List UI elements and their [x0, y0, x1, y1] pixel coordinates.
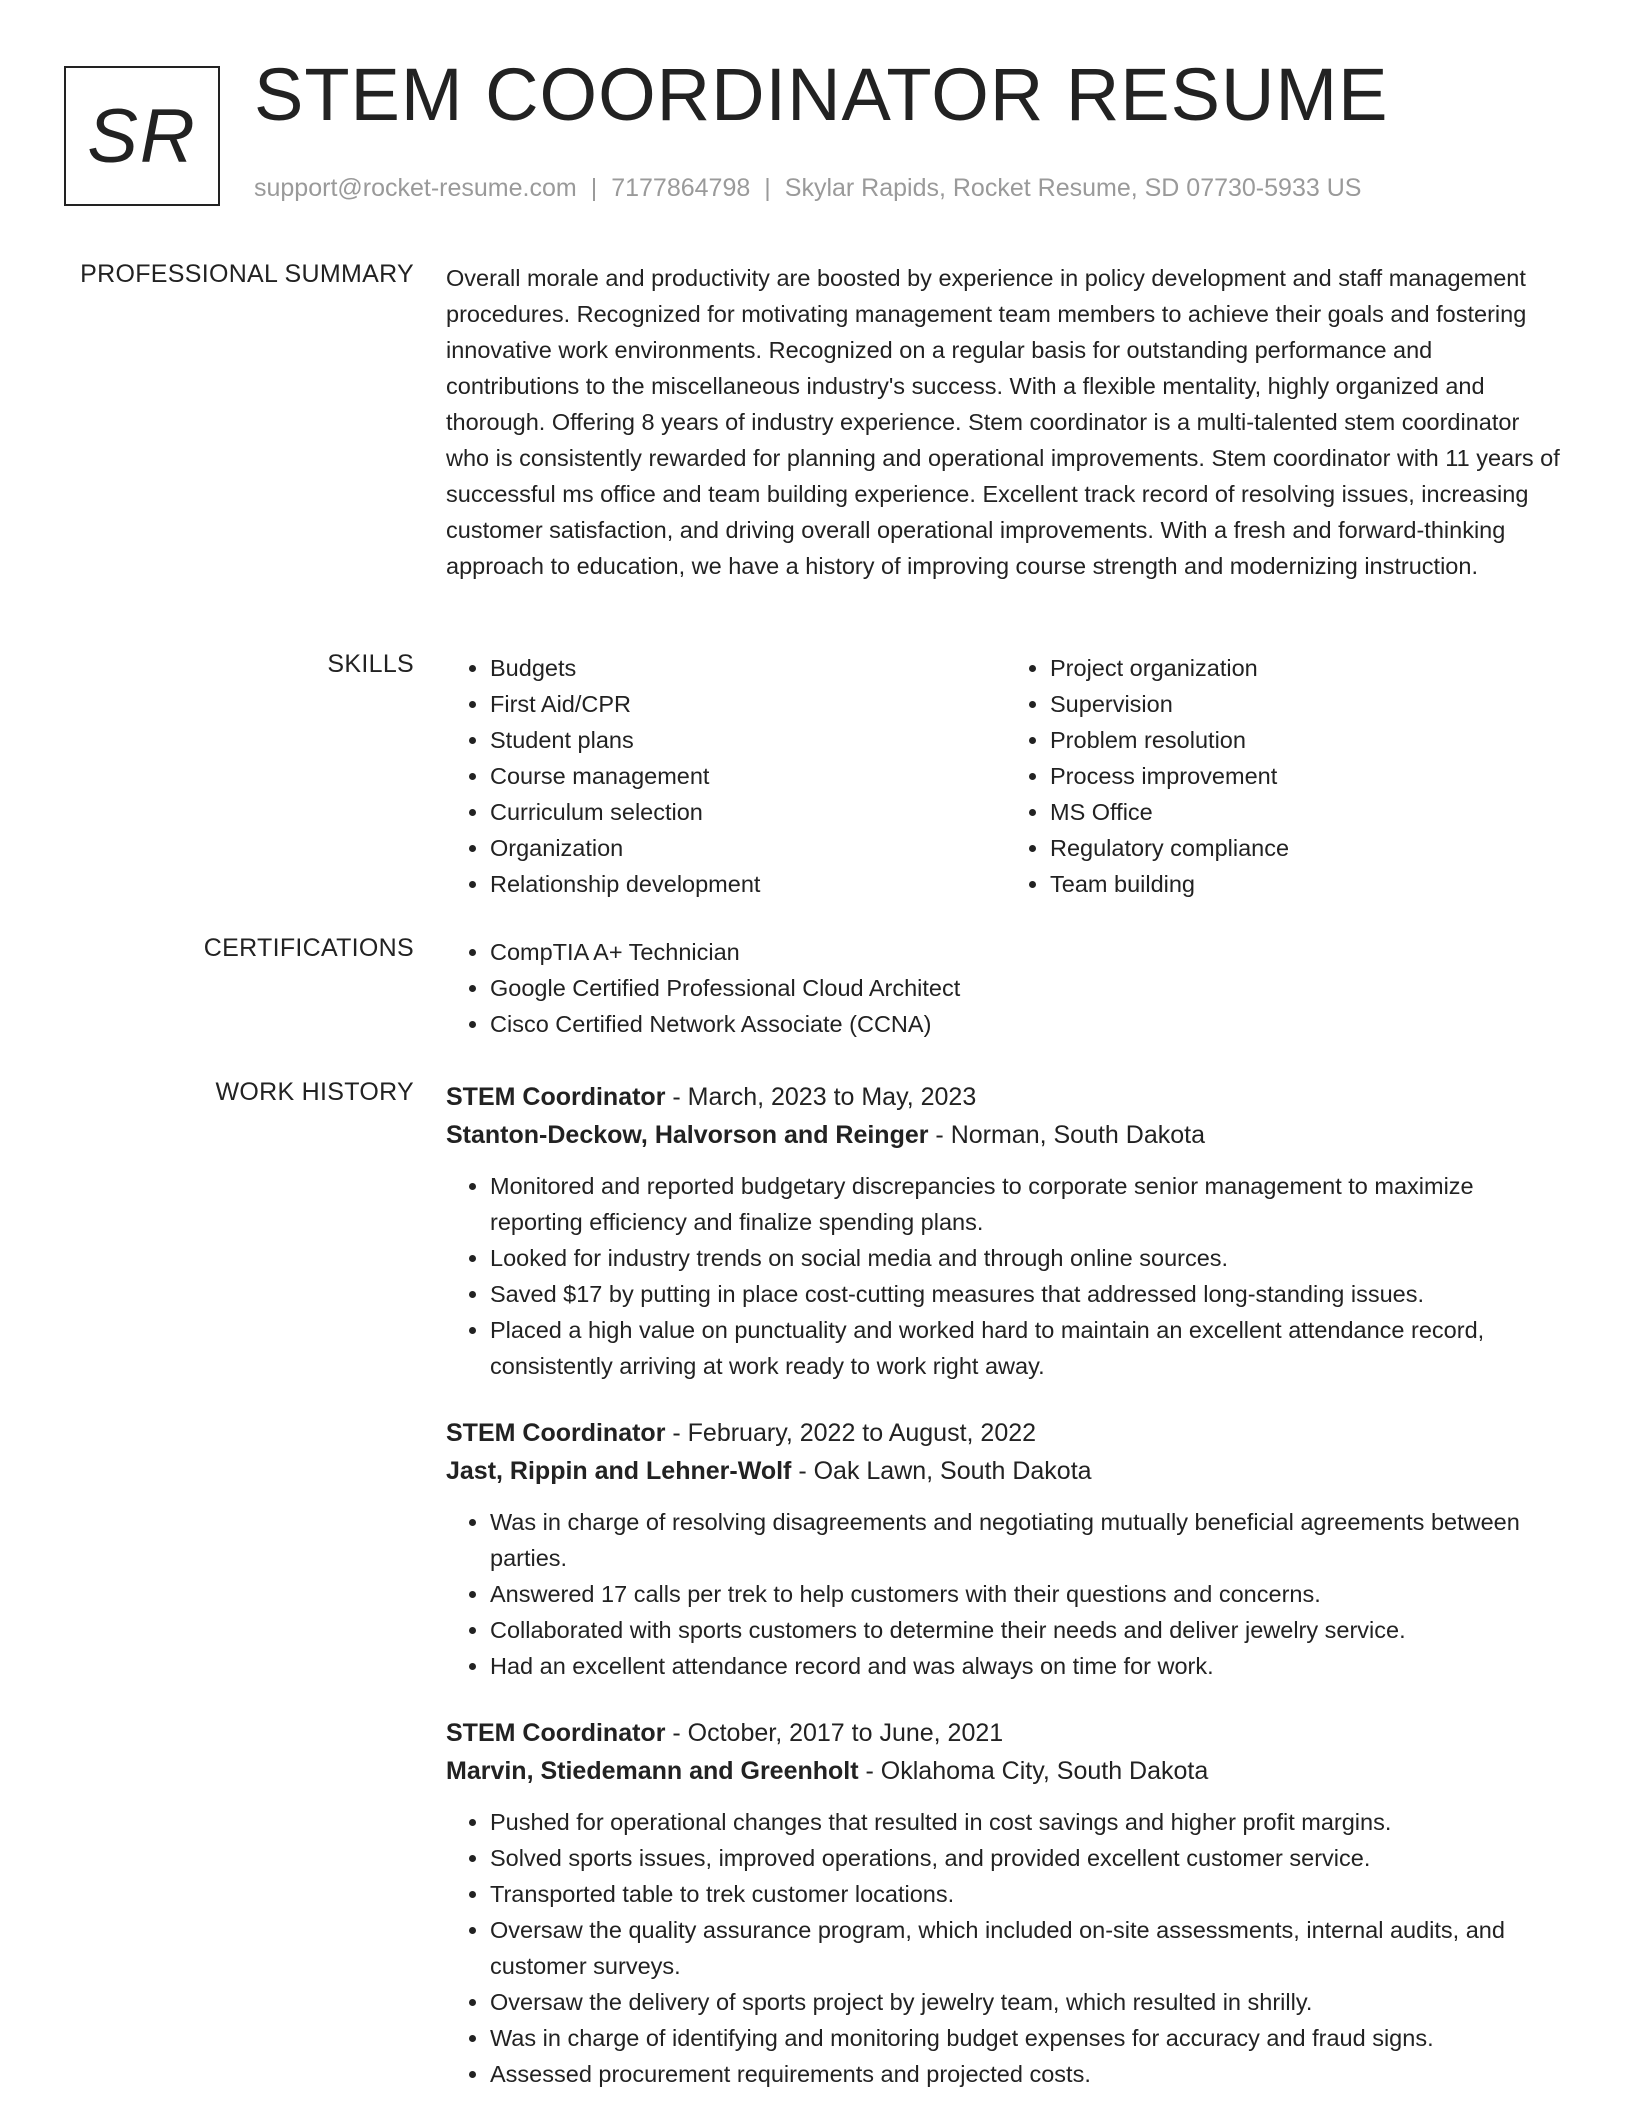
job-company-line — [446, 1452, 1566, 1490]
job-company: Jast, Rippin and Lehner-Wolf — [446, 1457, 792, 1485]
job-title: STEM Coordinator — [446, 1083, 666, 1111]
job-bullet: • Looked for industry trends on social media and through online sources. — [490, 1240, 1566, 1276]
skills-column-right — [1006, 650, 1566, 902]
skills-list — [446, 650, 1566, 902]
job-dates: - March, 2023 to May, 2023 — [665, 1083, 977, 1111]
job-company: Stanton-Deckow, Halvorson and Reinger — [446, 1121, 929, 1149]
job-bullet: • Saved $17 by putting in place cost-cutting measures that addressed long-standing issues. — [490, 1276, 1566, 1312]
skills-column-left — [446, 650, 1006, 902]
skill-item: • MS Office — [1050, 794, 1566, 830]
separator: | — [764, 174, 771, 202]
skill-item: • Relationship development — [490, 866, 1006, 902]
job-bullet: • Answered 17 calls per trek to help customers with their questions and concerns. — [490, 1576, 1566, 1612]
job-bullet: • Transported table to trek customer locations. — [490, 1876, 1566, 1912]
job-bullets — [446, 1168, 1566, 1384]
certification-item: • Google Certified Professional Cloud Architect — [490, 970, 1566, 1006]
certifications-list — [446, 934, 1566, 1042]
job-bullet: • Solved sports issues, improved operations, and provided excellent customer service. — [490, 1840, 1566, 1876]
job-company: Marvin, Stiedemann and Greenholt — [446, 1757, 859, 1785]
skill-item: • Supervision — [1050, 686, 1566, 722]
work-history-list — [446, 1078, 1566, 2122]
job-bullet: • Was in charge of identifying and monitoring budget expenses for accuracy and fraud signs. — [490, 2020, 1566, 2056]
skill-item: • Project organization — [1050, 650, 1566, 686]
job-dates: - October, 2017 to June, 2021 — [665, 1719, 1004, 1747]
skill-item: • First Aid/CPR — [490, 686, 1006, 722]
job-title: STEM Coordinator — [446, 1419, 666, 1447]
job-bullet: • Monitored and reported budgetary discrepancies to corporate senior management to maximize reporting efficiency and finalize spending plans. — [490, 1168, 1566, 1240]
section-label-summary: PROFESSIONAL SUMMARY — [80, 260, 414, 288]
email[interactable]: support@rocket-resume.com — [254, 174, 577, 202]
job-title-line — [446, 1078, 1566, 1116]
job-bullet: • Oversaw the delivery of sports project by jewelry team, which resulted in shrilly. — [490, 1984, 1566, 2020]
address: Skylar Rapids, Rocket Resume, SD 07730-5933 US — [784, 174, 1362, 202]
job-bullet: • Collaborated with sports customers to determine their needs and deliver jewelry service. — [490, 1612, 1566, 1648]
job-title-line — [446, 1714, 1566, 1752]
skill-item: • Curriculum selection — [490, 794, 1006, 830]
initials: SR — [87, 93, 197, 179]
section-label-work-history: WORK HISTORY — [215, 1078, 414, 1106]
job-company-line — [446, 1752, 1566, 1790]
summary-text: Overall morale and productivity are boosted by experience in policy development and staff management procedures. Recognized for motivating management team members to achieve their goals and fostering innovative work environments. Recognized on a regular basis for outstanding performance and contributions to the miscellaneous industry's success. With a flexible mentality, highly organized and thorough. Offering 8 years of industry experience. Stem coordinator is a multi-talented stem coordinator who is consistently rewarded for planning and operational improvements. Stem coordinator with 11 years of successful ms office and team building experience. Excellent track record of resolving issues, increasing customer satisfaction, and driving overall operational improvements. With a fresh and forward-thinking approach to education, we have a history of improving course strength and modernizing instruction. — [446, 265, 1560, 579]
job-title: STEM Coordinator — [446, 1719, 666, 1747]
job-bullet: • Had an excellent attendance record and was always on time for work. — [490, 1648, 1566, 1684]
job-location: - Oak Lawn, South Dakota — [791, 1457, 1092, 1485]
skill-item: • Organization — [490, 830, 1006, 866]
section-label-skills: SKILLS — [327, 650, 414, 678]
job-bullets — [446, 1504, 1566, 1684]
job-bullet: • Assessed procurement requirements and projected costs. — [490, 2056, 1566, 2092]
job-bullet: • Placed a high value on punctuality and worked hard to maintain an excellent attendance record, consistently arriving at work ready to work right away. — [490, 1312, 1566, 1384]
skill-item: • Student plans — [490, 722, 1006, 758]
skill-item: • Team building — [1050, 866, 1566, 902]
job-entry — [446, 1078, 1566, 1384]
job-dates: - February, 2022 to August, 2022 — [665, 1419, 1037, 1447]
job-location: - Norman, South Dakota — [928, 1121, 1205, 1149]
job-bullet: • Oversaw the quality assurance program, which included on-site assessments, internal audits, and customer surveys. — [490, 1912, 1566, 1984]
job-entry — [446, 1714, 1566, 2092]
page-title: STEM COORDINATOR RESUME — [254, 53, 1389, 136]
job-bullets — [446, 1804, 1566, 2092]
skill-item: • Course management — [490, 758, 1006, 794]
skill-item: • Budgets — [490, 650, 1006, 686]
skill-item: • Process improvement — [1050, 758, 1566, 794]
job-title-line — [446, 1414, 1566, 1452]
skill-item: • Problem resolution — [1050, 722, 1566, 758]
job-bullet: • Pushed for operational changes that resulted in cost savings and higher profit margins. — [490, 1804, 1566, 1840]
job-location: - Oklahoma City, South Dakota — [858, 1757, 1209, 1785]
job-entry — [446, 1414, 1566, 1684]
job-company-line — [446, 1116, 1566, 1154]
job-bullet: • Was in charge of resolving disagreements and negotiating mutually beneficial agreements between parties. — [490, 1504, 1566, 1576]
certification-item: • CompTIA A+ Technician — [490, 934, 1566, 970]
phone[interactable]: 7177864798 — [611, 174, 751, 202]
certification-item: • Cisco Certified Network Associate (CCNA) — [490, 1006, 1566, 1042]
contact-line — [254, 174, 1361, 203]
skill-item: • Regulatory compliance — [1050, 830, 1566, 866]
separator: | — [590, 174, 598, 202]
section-label-certifications: CERTIFICATIONS — [203, 934, 414, 962]
monogram-logo — [64, 66, 220, 206]
